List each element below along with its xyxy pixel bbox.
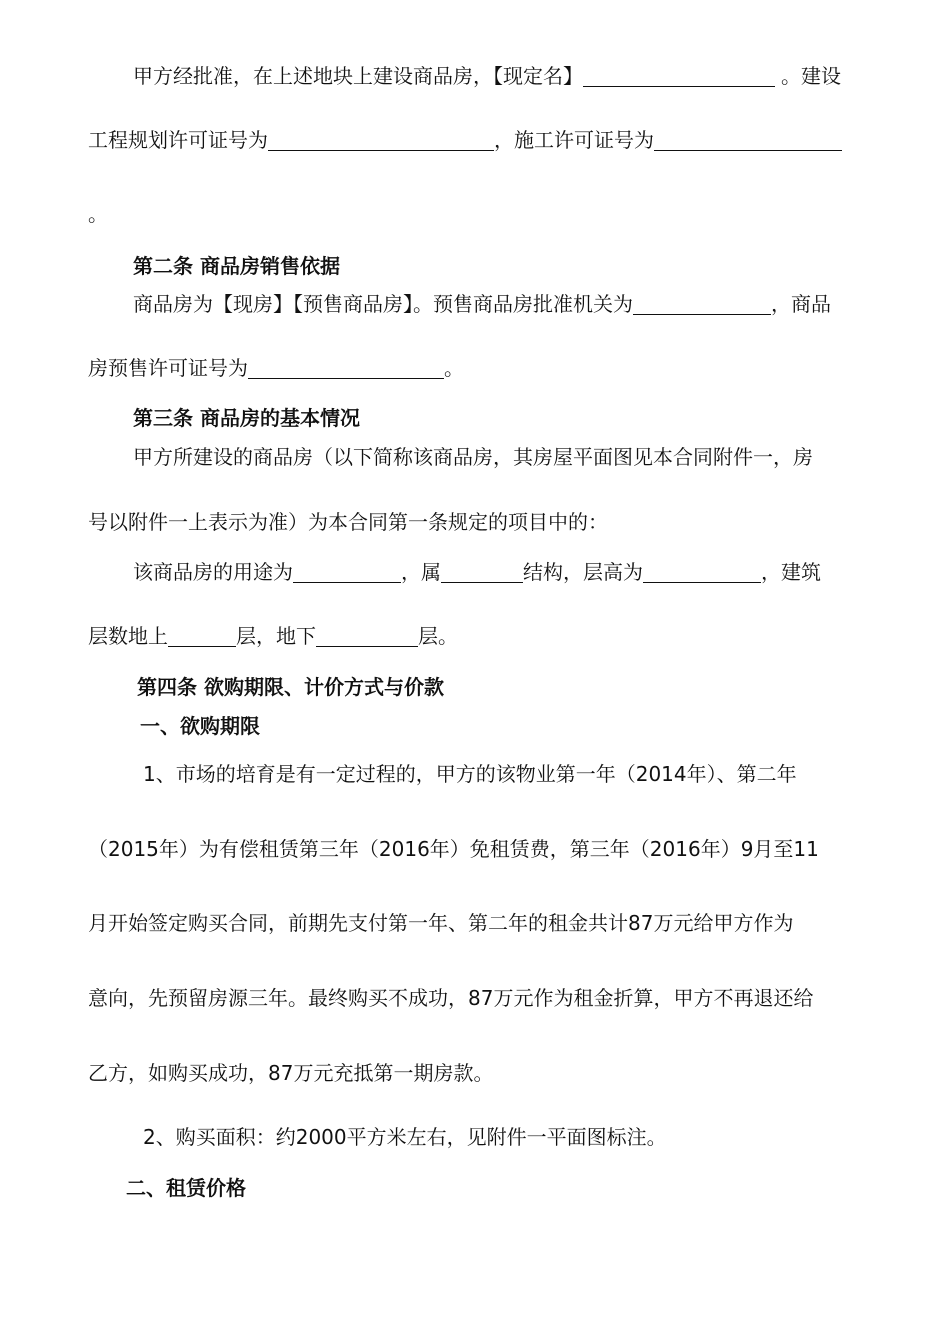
subsection-heading — [126, 1174, 950, 1202]
paragraph-line — [88, 1059, 950, 1087]
section-heading — [133, 404, 950, 432]
heading-text: 一、欲购期限 — [140, 714, 260, 738]
text-segment: 意向，先预留房源三年。最终购买不成功，87万元作为租金折算，甲方不再退还给 — [88, 986, 814, 1010]
text-segment: 月开始签定购买合同，前期先支付第一年、第二年的租金共计87万元给甲方作为 — [88, 911, 794, 935]
heading-text: 第三条 商品房的基本情况 — [133, 406, 360, 430]
text-segment: 甲方经批准，在上述地块上建设商品房，【现定名】 — [133, 64, 583, 88]
blank-field-floor-height — [643, 560, 761, 583]
subsection-heading — [140, 712, 950, 740]
paragraph-line — [88, 622, 950, 650]
text-segment: ，属 — [401, 560, 441, 584]
text-segment: 该商品房的用途为 — [133, 560, 293, 584]
blank-field-construction-permit — [654, 128, 842, 151]
paragraph-line — [88, 835, 876, 863]
text-segment: 乙方，如购买成功，87万元充抵第一期房款。 — [88, 1061, 494, 1085]
text-segment: 。 — [444, 356, 464, 380]
text-segment: 结构，层高为 — [523, 560, 643, 584]
text-segment: 甲方所建设的商品房（以下简称该商品房，其房屋平面图见本合同附件一，房 — [133, 445, 813, 469]
paragraph-line — [88, 126, 878, 154]
text-segment: 号以附件一上表示为准）为本合同第一条规定的项目中的： — [88, 510, 608, 534]
blank-field-planning-permit — [268, 128, 494, 151]
heading-text: 二、租赁价格 — [126, 1176, 246, 1200]
paragraph-line — [88, 354, 950, 382]
paragraph-line — [88, 200, 950, 228]
paragraph-line — [133, 290, 878, 318]
blank-field-project-name — [583, 64, 775, 87]
blank-field-approval-authority — [633, 292, 771, 315]
blank-field-floors-above — [168, 624, 236, 647]
paragraph-line — [88, 909, 876, 937]
text-segment: 房预售许可证号为 — [88, 356, 248, 380]
text-segment: 层数地上 — [88, 624, 168, 648]
text-segment: 商品房为【现房】【预售商品房】。预售商品房批准机关为 — [133, 292, 633, 316]
paragraph-line — [143, 1123, 950, 1151]
heading-text: 第四条 欲购期限、计价方式与价款 — [137, 675, 444, 699]
paragraph-line — [133, 558, 878, 586]
text-segment: 层，地下 — [236, 624, 316, 648]
text-segment: 工程规划许可证号为 — [88, 128, 268, 152]
blank-field-usage — [293, 560, 401, 583]
blank-field-presale-permit — [248, 356, 444, 379]
text-segment: 1、市场的培育是有一定过程的，甲方的该物业第一年（2014年）、第二年 — [143, 762, 797, 786]
text-segment: 。 — [88, 202, 108, 226]
blank-field-floors-below — [316, 624, 418, 647]
text-segment: 2、购买面积：约2000平方米左右，见附件一平面图标注。 — [143, 1125, 667, 1149]
text-segment: （2015年）为有偿租赁第三年（2016年）免租赁费，第三年（2016年）9月至11 — [88, 837, 819, 861]
heading-text: 第二条 商品房销售依据 — [133, 254, 340, 278]
paragraph-line — [88, 508, 950, 536]
paragraph-line — [143, 760, 870, 788]
section-heading — [133, 252, 950, 280]
text-segment: ，建筑 — [761, 560, 821, 584]
paragraph-line — [133, 443, 878, 471]
text-segment: 。建设 — [781, 64, 841, 88]
paragraph-line — [133, 62, 878, 90]
paragraph-line — [88, 984, 876, 1012]
text-segment: 层。 — [418, 624, 458, 648]
blank-field-structure — [441, 560, 523, 583]
text-segment: ，商品 — [771, 292, 831, 316]
section-heading — [137, 673, 950, 701]
text-segment: ，施工许可证号为 — [494, 128, 654, 152]
